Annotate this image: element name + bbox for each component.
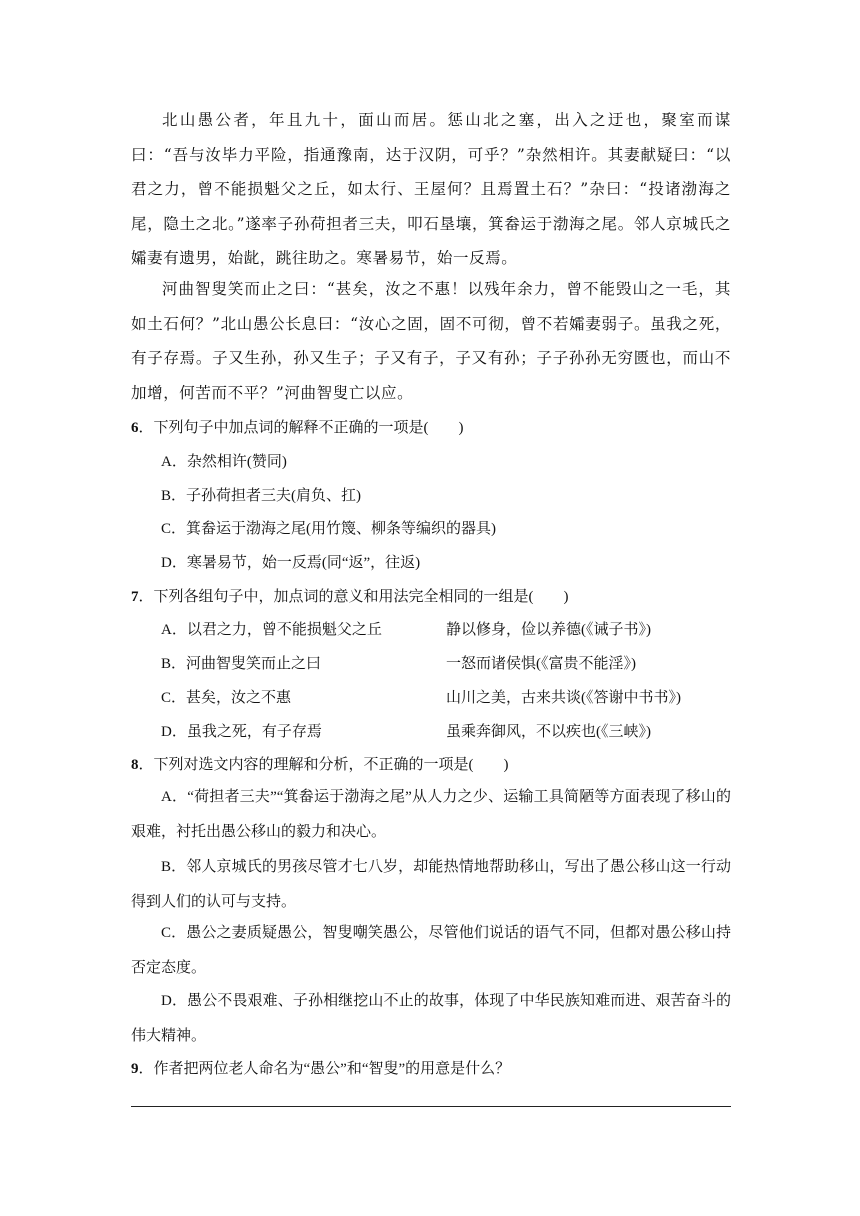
- question-8-option-d: D．愚公不畏艰难、子孙相继挖山不止的故事，体现了中华民族知难而进、艰苦奋斗的伟大精神。: [131, 993, 731, 1044]
- question-6-option-b: B．子孙荷担者三夫(肩负、扛): [161, 488, 361, 504]
- question-8-option-b: B．邻人京城氏的男孩尽管才七八岁，却能热情地帮助移山，写出了愚公移山这一行动得到人们的认可与支持。: [131, 859, 731, 910]
- question-6-option-a: A．杂然相许(赞同): [161, 454, 287, 470]
- question-7-option-b-left: B．河曲智叟笑而止之曰: [161, 656, 322, 672]
- question-8-stem: [131, 753, 509, 774]
- passage-paragraph-2: 河曲智叟笑而止之曰：“甚矣，汝之不惠！以残年余力，曾不能毁山之一毛，其如土石何？”北山愚公长息曰：“汝心之固，固不可彻，曾不若孀妻弱子。虽我之死，有子存焉。子又生孙，孙又生子；子又有子，子又有孙；子子孙孙无穷匮也，而山不加增，何苦而不平？”河曲智叟亡以应。: [131, 280, 731, 402]
- question-number: 7: [131, 589, 139, 605]
- question-7-option-b-right: 一怒而诸侯惧(《富贵不能淫》): [446, 656, 636, 672]
- question-7-option-a-left: A．以君之力，曾不能损魁父之丘: [161, 622, 382, 638]
- answer-line[interactable]: [131, 1106, 731, 1107]
- question-stem-text: ．下列句子中加点词的解释不正确的一项是( ): [138, 420, 464, 436]
- question-stem-text: ．下列对选文内容的理解和分析，不正确的一项是( ): [138, 757, 509, 773]
- question-6-option-d: D．寒暑易节，始一反焉(同“返”，往返): [161, 555, 421, 571]
- question-7-option-d-right: 虽乘奔御风，不以疾也(《三峡》): [446, 724, 651, 740]
- question-number: 8: [131, 757, 139, 773]
- question-7-option-c-left: C．甚矣，汝之不惠: [161, 690, 292, 706]
- question-7-option-c-right: 山川之美，古来共谈(《答谢中书书》): [446, 690, 681, 706]
- question-number: 9: [131, 1061, 139, 1077]
- question-number: 6: [131, 420, 139, 436]
- question-7-stem: [131, 585, 569, 606]
- question-8-option-c: C．愚公之妻质疑愚公，智叟嘲笑愚公，尽管他们说话的语气不同，但都对愚公移山持否定态度。: [131, 925, 731, 976]
- question-7-option-d-left: D．虽我之死，有子存焉: [161, 724, 322, 740]
- question-stem-text: ．下列各组句子中，加点词的意义和用法完全相同的一组是( ): [138, 589, 569, 605]
- question-stem-text: ．作者把两位老人命名为“愚公”和“智叟”的用意是什么？: [138, 1061, 511, 1077]
- question-9-stem: [131, 1057, 510, 1078]
- question-7-option-a-right: 静以修身，俭以养德(《诫子书》): [446, 622, 651, 638]
- question-8-option-a: A．“荷担者三夫”“箕畚运于渤海之尾”从人力之少、运输工具简陋等方面表现了移山的艰难，衬托出愚公移山的毅力和决心。: [131, 789, 731, 840]
- question-6-option-c: C．箕畚运于渤海之尾(用竹篾、柳条等编织的器具): [161, 521, 496, 537]
- passage-paragraph-1: 北山愚公者，年且九十，面山而居。惩山北之塞，出入之迂也，聚室而谋曰：“吾与汝毕力平险，指通豫南，达于汉阴，可乎？”杂然相许。其妻献疑曰：“以君之力，曾不能损魁父之丘，如太行、王屋何？且焉置土石？”杂曰：“投诸渤海之尾，隐土之北。”遂率子孙荷担者三夫，叩石垦壤，箕畚运于渤海之尾。邻人京城氏之孀妻有遗男，始龀，跳往助之。寒暑易节，始一反焉。: [131, 111, 731, 267]
- question-6-stem: [131, 416, 464, 437]
